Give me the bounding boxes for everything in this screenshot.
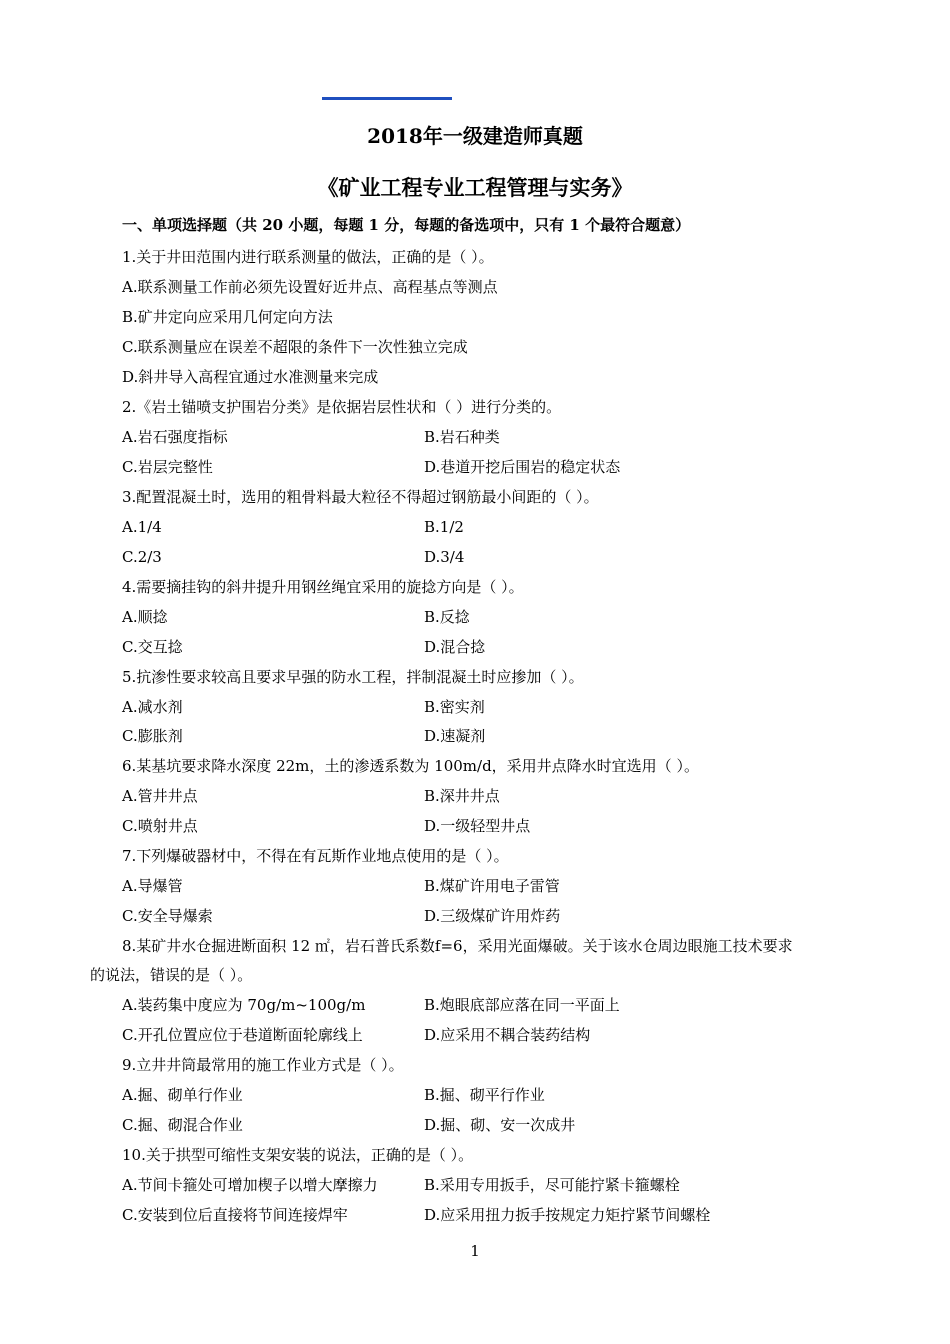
option: B.岩石种类 bbox=[424, 428, 500, 446]
page-subtitle: 《矿业工程专业工程管理与实务》 bbox=[317, 175, 633, 200]
question-stem: 5.抗渗性要求较高且要求早强的防水工程，拌制混凝土时应掺加（ ）。 bbox=[122, 668, 584, 686]
option: A.装药集中度应为 70g/m~100g/m bbox=[122, 996, 366, 1014]
option: D.巷道开挖后围岩的稳定状态 bbox=[424, 458, 621, 476]
option: B.炮眼底部应落在同一平面上 bbox=[424, 996, 620, 1014]
option: A.管井井点 bbox=[122, 787, 198, 805]
option: D.3/4 bbox=[424, 548, 465, 566]
option: C.掘、砌混合作业 bbox=[122, 1116, 243, 1134]
question-stem: 4.需要摘挂钩的斜井提升用钢丝绳宜采用的旋捻方向是（ ）。 bbox=[122, 578, 524, 596]
page-number: 1 bbox=[470, 1242, 480, 1260]
option: B.煤矿许用电子雷管 bbox=[424, 877, 560, 895]
option: D.掘、砌、安一次成井 bbox=[424, 1116, 576, 1134]
option: D.混合捻 bbox=[424, 638, 486, 656]
option: D.应采用扭力扳手按规定力矩拧紧节间螺栓 bbox=[424, 1206, 711, 1224]
option: A.联系测量工作前必须先设置好近井点、高程基点等测点 bbox=[122, 278, 498, 296]
option: A.岩石强度指标 bbox=[122, 428, 228, 446]
question-stem: 10.关于拱型可缩性支架安装的说法，正确的是（ ）。 bbox=[122, 1146, 474, 1164]
option: C.膨胀剂 bbox=[122, 727, 183, 745]
option: C.交互捻 bbox=[122, 638, 183, 656]
question-stem: 3.配置混凝土时，选用的粗骨料最大粒径不得超过钢筋最小间距的（ ）。 bbox=[122, 488, 599, 506]
option: A.掘、砌单行作业 bbox=[122, 1086, 243, 1104]
option: B.采用专用扳手，尽可能拧紧卡箍螺栓 bbox=[424, 1176, 680, 1194]
question-stem: 9.立井井筒最常用的施工作业方式是（ ）。 bbox=[122, 1056, 404, 1074]
option: C.2/3 bbox=[122, 548, 162, 566]
option: C.安全导爆索 bbox=[122, 907, 213, 925]
question-stem: 7.下列爆破器材中，不得在有瓦斯作业地点使用的是（ ）。 bbox=[122, 847, 509, 865]
question-stem-continued: 的说法，错误的是（ ）。 bbox=[90, 966, 253, 984]
question-stem: 1.关于井田范围内进行联系测量的做法，正确的是（ ）。 bbox=[122, 248, 494, 266]
option: B.矿井定向应采用几何定向方法 bbox=[122, 308, 333, 326]
option: A.1/4 bbox=[122, 518, 162, 536]
option: B.密实剂 bbox=[424, 698, 485, 716]
option: C.岩层完整性 bbox=[122, 458, 213, 476]
option: D.速凝剂 bbox=[424, 727, 486, 745]
section-heading: 一、单项选择题（共 20 小题，每题 1 分，每题的备选项中，只有 1 个最符合题意） bbox=[122, 216, 691, 234]
option: D.一级轻型井点 bbox=[424, 817, 531, 835]
option: D.应采用不耦合装药结构 bbox=[424, 1026, 591, 1044]
header-rule bbox=[322, 97, 452, 100]
option: C.安装到位后直接将节间连接焊牢 bbox=[122, 1206, 348, 1224]
question-stem: 6.某基坑要求降水深度 22m，土的渗透系数为 100m/d，采用井点降水时宜选用（ ）。 bbox=[122, 757, 699, 775]
option: D.斜井导入高程宜通过水准测量来完成 bbox=[122, 368, 379, 386]
option: B.反捻 bbox=[424, 608, 470, 626]
option: D.三级煤矿许用炸药 bbox=[424, 907, 561, 925]
option: C.开孔位置应位于巷道断面轮廓线上 bbox=[122, 1026, 363, 1044]
option: A.导爆管 bbox=[122, 877, 183, 895]
option: B.深井井点 bbox=[424, 787, 500, 805]
option: B.1/2 bbox=[424, 518, 464, 536]
option: A.减水剂 bbox=[122, 698, 183, 716]
option: A.顺捻 bbox=[122, 608, 168, 626]
option: C.喷射井点 bbox=[122, 817, 198, 835]
option: C.联系测量应在误差不超限的条件下一次性独立完成 bbox=[122, 338, 468, 356]
question-stem: 8.某矿井水仓掘进断面积 12 ㎡，岩石普氏系数f=6，采用光面爆破。关于该水仓周边眼施工技术要求 bbox=[122, 937, 793, 955]
option: B.掘、砌平行作业 bbox=[424, 1086, 545, 1104]
page-title: 2018年一级建造师真题 bbox=[367, 124, 583, 148]
question-stem: 2.《岩土锚喷支护围岩分类》是依据岩层性状和（ ）进行分类的。 bbox=[122, 398, 562, 416]
option: A.节间卡箍处可增加楔子以增大摩擦力 bbox=[122, 1176, 378, 1194]
